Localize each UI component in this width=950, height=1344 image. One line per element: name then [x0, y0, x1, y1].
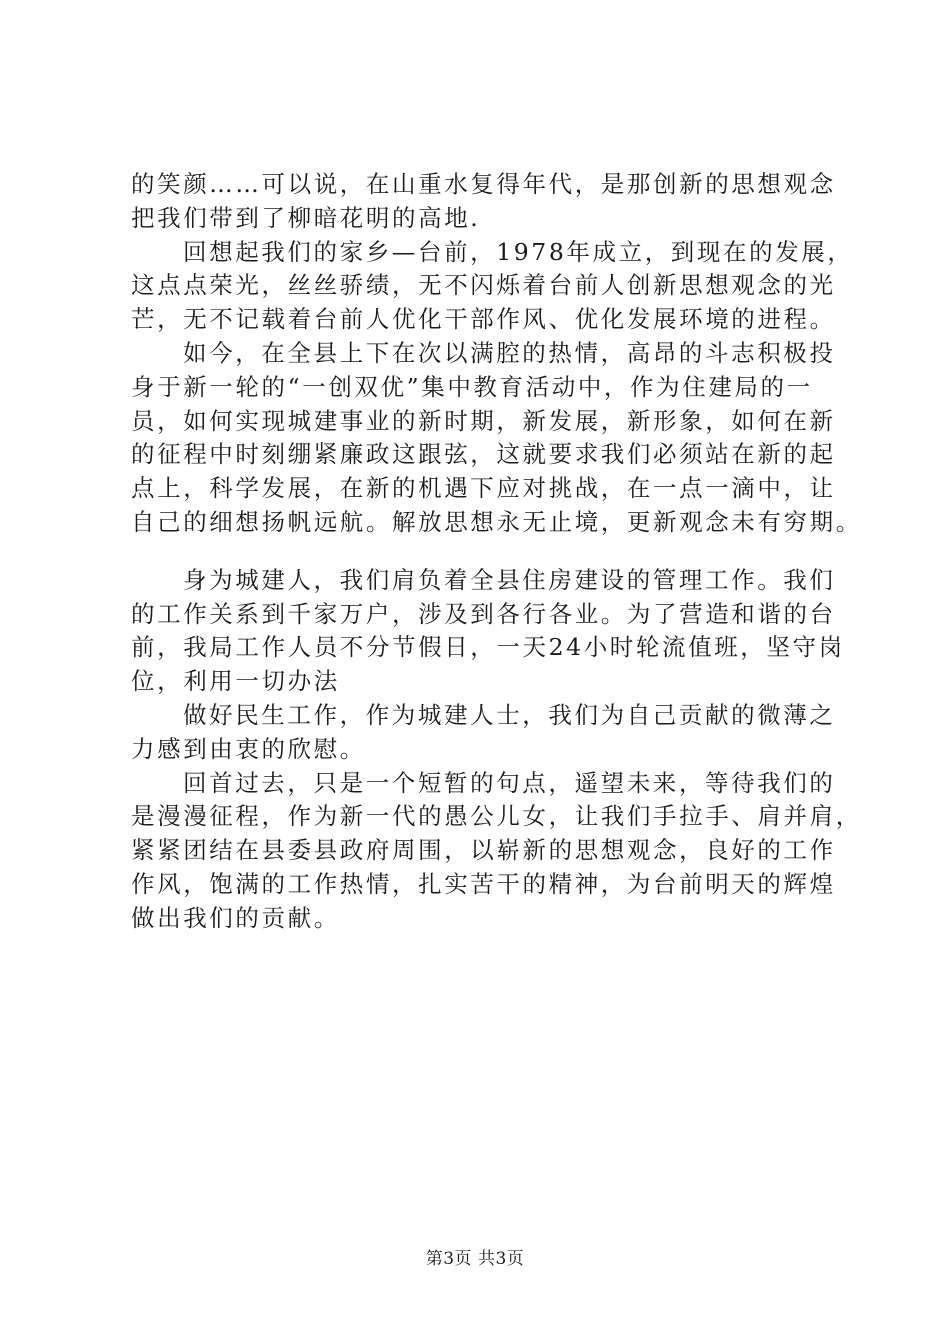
text-line: 把我们带到了柳暗花明的高地. — [131, 203, 481, 232]
text-line: 员，如何实现城建事业的新时期，新发展，新形象，如何在新 — [131, 406, 836, 435]
text-line: 身于新一轮的“一创双优”集中教育活动中，作为住建局的一 — [131, 372, 813, 401]
text-line: 身为城建人，我们肩负着全县住房建设的管理工作。我们 — [183, 565, 836, 594]
text-line: 回首过去，只是一个短暂的句点，遥望未来，等待我们的 — [183, 768, 836, 797]
text-line: 这点点荣光，丝丝骄绩，无不闪烁着台前人创新思想观念的光 — [131, 271, 836, 300]
paragraph-3 — [131, 337, 862, 540]
text-line: 做出我们的贡献。 — [131, 903, 340, 932]
text-line: 作风，饱满的工作热情，扎实苦干的精神，为台前明天的辉煌 — [131, 869, 836, 898]
text-line: 回想起我们的家乡—台前，1978年成立，到现在的发展， — [183, 237, 854, 266]
page-number-footer: 第3页 共3页 — [425, 1249, 525, 1269]
paragraph-5 — [131, 699, 851, 767]
paragraph-4 — [131, 564, 851, 699]
text-line: 芒，无不记载着台前人优化干部作风、优化发展环境的进程。 — [131, 305, 836, 334]
text-line: 的征程中时刻绷紧廉政这跟弦，这就要求我们必须站在新的起 — [131, 440, 836, 469]
text-line: 紧紧团结在县委县政府周围，以崭新的思想观念，良好的工作 — [131, 836, 836, 865]
paragraph-1 — [131, 168, 851, 236]
text-line: 点上，科学发展，在新的机遇下应对挑战，在一点一滴中，让 — [131, 474, 836, 503]
text-line: 力感到由衷的欣慰。 — [131, 734, 366, 763]
text-line: 位，利用一切办法 — [131, 667, 340, 696]
text-line: 做好民生工作，作为城建人士，我们为自己贡献的微薄之 — [183, 700, 836, 729]
document-body — [131, 168, 862, 936]
text-line: 前，我局工作人员不分节假日，一天24小时轮流值班，坚守岗 — [131, 633, 845, 662]
paragraph-6 — [131, 767, 862, 936]
text-line: 是漫漫征程，作为新一代的愚公儿女，让我们手拉手、肩并肩， — [131, 802, 862, 831]
text-line: 的工作关系到千家万户，涉及到各行各业。为了营造和谐的台 — [131, 599, 836, 628]
text-line: 自己的细想扬帆远航。解放思想永无止境，更新观念未有穷期。 — [131, 507, 862, 536]
text-line: 如今，在全县上下在次以满腔的热情，高昂的斗志积极投 — [183, 338, 836, 367]
text-line: 的笑颜……可以说，在山重水复得年代，是那创新的思想观念 — [131, 170, 836, 198]
paragraph-spacer — [131, 540, 851, 564]
paragraph-2 — [131, 236, 854, 337]
